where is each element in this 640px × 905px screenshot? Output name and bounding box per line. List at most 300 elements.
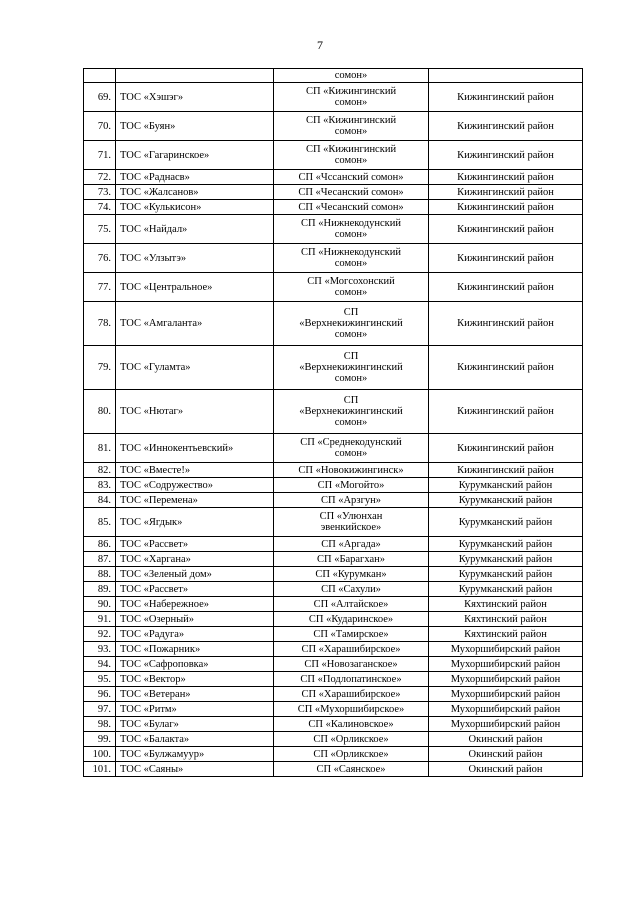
table-body (84, 69, 583, 777)
settlement-name (274, 493, 429, 508)
settlement-name (274, 463, 429, 478)
settlement-name (274, 732, 429, 747)
tos-name-text: ТОС «Амгаланта» (120, 318, 203, 329)
settlement-name-text: СП «Новозаганское» (304, 658, 398, 670)
table-row (84, 390, 583, 434)
settlement-name (274, 717, 429, 732)
table-row (84, 597, 583, 612)
district-name (429, 582, 583, 597)
tos-name (116, 552, 274, 567)
settlement-name-text: СП «Верхнекижингинский сомон» (299, 351, 403, 384)
tos-name-text: ТОС «Вместе!» (120, 464, 191, 476)
district-name-text: Кижингинский район (457, 91, 554, 103)
tos-name-text: ТОС «Радуга» (120, 628, 185, 640)
tos-name-text: ТОС «Зеленый дом» (120, 568, 212, 580)
row-number (84, 215, 116, 244)
district-name (429, 390, 583, 434)
row-number-text: 93. (97, 643, 111, 655)
row-number (84, 170, 116, 185)
table-row (84, 200, 583, 215)
district-name-text: Кижингинский район (457, 201, 554, 213)
district-name (429, 762, 583, 777)
settlement-name-text: СП «Калиновское» (308, 718, 394, 730)
tos-name-text: ТОС «Саяны» (120, 763, 184, 775)
district-name (429, 702, 583, 717)
tos-name (116, 112, 274, 141)
settlement-name (274, 69, 429, 83)
settlement-name-text: сомон» (334, 70, 368, 81)
tos-name-text: ТОС «Ритм» (120, 703, 177, 715)
settlement-name (274, 141, 429, 170)
table-row (84, 612, 583, 627)
tos-name (116, 302, 274, 346)
settlement-name-text: СП «Орликское» (313, 733, 389, 745)
row-number (84, 112, 116, 141)
settlement-name-text: СП «Нижнекодунский сомон» (301, 218, 401, 240)
district-name (429, 508, 583, 537)
settlement-name (274, 552, 429, 567)
row-number-text: 82. (97, 464, 111, 476)
district-name-text: Кяхтинский район (464, 598, 547, 610)
row-number-text: 100. (92, 748, 111, 760)
tos-name (116, 627, 274, 642)
district-name-text: Кижингинский район (457, 186, 554, 198)
district-name (429, 493, 583, 508)
tos-name-text: ТОС «Булаг» (120, 718, 179, 730)
settlement-name-text: СП «Кударинское» (308, 613, 394, 625)
row-number (84, 732, 116, 747)
tos-name (116, 642, 274, 657)
settlement-name-text: СП «Могойто» (317, 479, 385, 491)
district-name (429, 717, 583, 732)
row-number (84, 657, 116, 672)
settlement-name-text: СП «Орликское» (313, 748, 389, 760)
settlement-name-text: СП «Улюнхан эвенкийское» (319, 511, 383, 533)
row-number-text: 101. (92, 763, 111, 775)
table-row (84, 717, 583, 732)
tos-name (116, 732, 274, 747)
row-number (84, 302, 116, 346)
row-number-text: 89. (97, 583, 111, 595)
tos-name (116, 747, 274, 762)
district-name-text: Кяхтинский район (464, 628, 547, 640)
table-row (84, 657, 583, 672)
table-row (84, 185, 583, 200)
tos-name-text: ТОС «Найдал» (120, 223, 188, 235)
table-row (84, 69, 583, 83)
tos-name-text: ТОС «Кулькисон» (120, 201, 202, 213)
row-number-text: 81. (97, 442, 111, 454)
tos-name-text: ТОС «Содружество» (120, 479, 214, 491)
tos-name-text: ТОС «Ягдык» (120, 516, 183, 528)
district-name-text: Кижингинский район (457, 223, 554, 235)
district-name-text: Кижингинский район (457, 318, 554, 329)
settlement-name-text: СП «Чссанский сомон» (298, 171, 404, 183)
district-name (429, 463, 583, 478)
row-number-text: 80. (97, 406, 111, 417)
district-name (429, 215, 583, 244)
tos-name (116, 657, 274, 672)
row-number (84, 185, 116, 200)
tos-name-text: ТОС «Улзытэ» (120, 252, 187, 264)
tos-name (116, 687, 274, 702)
settlement-name (274, 657, 429, 672)
settlement-name (274, 302, 429, 346)
district-name (429, 597, 583, 612)
row-number-text: 92. (97, 628, 111, 640)
district-name (429, 141, 583, 170)
row-number-text: 69. (97, 91, 111, 103)
district-name-text: Кяхтинский район (464, 613, 547, 625)
row-number (84, 141, 116, 170)
tos-name (116, 185, 274, 200)
row-number-text: 87. (97, 553, 111, 565)
tos-name (116, 83, 274, 112)
settlement-name-text: СП «Алтайское» (313, 598, 389, 610)
tos-name (116, 141, 274, 170)
row-number-text: 95. (97, 673, 111, 685)
page-number: 7 (317, 38, 323, 52)
tos-name (116, 434, 274, 463)
table-row (84, 83, 583, 112)
tos-name-text: ТОС «Перемена» (120, 494, 198, 506)
district-name (429, 657, 583, 672)
settlement-name (274, 537, 429, 552)
settlement-name-text: СП «Могсохонский сомон» (307, 276, 395, 298)
district-name-text: Кижингинский район (457, 149, 554, 161)
district-name-text: Кижингинский район (457, 362, 554, 373)
district-name (429, 567, 583, 582)
row-number-text: 75. (97, 223, 111, 235)
row-number (84, 627, 116, 642)
district-name-text: Курумканский район (458, 568, 553, 580)
table-row (84, 762, 583, 777)
district-name (429, 747, 583, 762)
settlement-name-text: СП «Барагхан» (316, 553, 385, 565)
row-number (84, 537, 116, 552)
row-number (84, 390, 116, 434)
table-row (84, 687, 583, 702)
tos-name-text: ТОС «Рассвет» (120, 583, 189, 595)
district-name (429, 478, 583, 493)
tos-name-text: ТОС «Булжамуур» (120, 748, 205, 760)
tos-name (116, 390, 274, 434)
district-name (429, 112, 583, 141)
row-number (84, 642, 116, 657)
tos-name (116, 478, 274, 493)
row-number (84, 552, 116, 567)
district-name (429, 69, 583, 83)
table-row (84, 141, 583, 170)
settlement-name-text: СП «Арзгун» (321, 494, 381, 506)
settlement-name (274, 273, 429, 302)
tos-name-text: ТОС «Нютаг» (120, 406, 184, 417)
table-row (84, 508, 583, 537)
settlement-name-text: СП «Кижингинский сомон» (305, 115, 397, 137)
settlement-name (274, 170, 429, 185)
row-number (84, 508, 116, 537)
row-number (84, 83, 116, 112)
settlement-name-text: СП «Среднекодунский сомон» (300, 437, 402, 459)
settlement-name-text: СП «Тамирское» (313, 628, 389, 640)
settlement-name (274, 582, 429, 597)
district-name-text: Курумканский район (458, 553, 553, 565)
table-row (84, 552, 583, 567)
district-name (429, 612, 583, 627)
row-number-text: 86. (97, 538, 111, 550)
tos-name-text: ТОС «Сафроповка» (120, 658, 209, 670)
settlement-name (274, 642, 429, 657)
district-name-text: Мухоршибирский район (450, 718, 561, 730)
table-row (84, 215, 583, 244)
tos-name-text: ТОС «Иннокентьевский» (120, 442, 234, 454)
tos-name (116, 215, 274, 244)
settlement-name (274, 702, 429, 717)
district-name-text: Мухоршибирский район (450, 658, 561, 670)
settlement-name (274, 244, 429, 273)
settlement-name (274, 200, 429, 215)
tos-name (116, 69, 274, 83)
settlement-name (274, 687, 429, 702)
table-row (84, 170, 583, 185)
district-name-text: Курумканский район (458, 538, 553, 550)
row-number (84, 582, 116, 597)
row-number-text: 91. (97, 613, 111, 625)
row-number (84, 702, 116, 717)
tos-name-text: ТОС «Жалсанов» (120, 186, 199, 198)
tos-name (116, 493, 274, 508)
row-number-text: 78. (97, 318, 111, 329)
tos-name (116, 508, 274, 537)
district-name (429, 627, 583, 642)
table-row (84, 302, 583, 346)
district-name (429, 200, 583, 215)
settlement-name-text: СП «Саянское» (316, 763, 386, 775)
table-row (84, 732, 583, 747)
settlement-name-text: СП «Аргада» (321, 538, 381, 550)
settlement-name-text: СП «Кижингинский сомон» (305, 144, 397, 166)
settlement-name (274, 597, 429, 612)
district-name-text: Кижингинский район (457, 406, 554, 417)
row-number-text: 71. (97, 149, 111, 161)
settlement-name (274, 434, 429, 463)
settlement-name-text: СП «Нижнекодунский сомон» (301, 247, 401, 269)
district-name-text: Кижингинский район (457, 442, 554, 454)
district-name-text: Кижингинский район (457, 252, 554, 264)
row-number (84, 747, 116, 762)
tos-name (116, 244, 274, 273)
row-number (84, 244, 116, 273)
district-name-text: Мухоршибирский район (450, 703, 561, 715)
district-name (429, 273, 583, 302)
row-number-text: 97. (97, 703, 111, 715)
district-name-text: Окинский район (468, 748, 543, 760)
settlement-name (274, 390, 429, 434)
district-name (429, 537, 583, 552)
table-row (84, 567, 583, 582)
row-number (84, 672, 116, 687)
table-row (84, 627, 583, 642)
district-name (429, 672, 583, 687)
table-row (84, 112, 583, 141)
settlement-name (274, 762, 429, 777)
settlement-name-text: СП «Верхнекижингинский сомон» (299, 307, 403, 340)
district-name-text: Курумканский район (458, 479, 553, 491)
settlement-name-text: СП «Курумкан» (315, 568, 387, 580)
row-number-text: 84. (97, 494, 111, 506)
row-number (84, 273, 116, 302)
row-number (84, 717, 116, 732)
tos-name-text: ТОС «Хэшэг» (120, 91, 184, 103)
settlement-name (274, 112, 429, 141)
tos-name (116, 537, 274, 552)
settlement-name-text: СП «Мухоршибирское» (297, 703, 405, 715)
tos-name-text: ТОС «Буян» (120, 120, 176, 132)
district-name-text: Кижингинский район (457, 464, 554, 476)
district-name (429, 642, 583, 657)
row-number (84, 687, 116, 702)
tos-name (116, 672, 274, 687)
tos-name-text: ТОС «Ветеран» (120, 688, 191, 700)
row-number-text: 73. (97, 186, 111, 198)
row-number (84, 762, 116, 777)
district-name-text: Мухоршибирский район (450, 688, 561, 700)
row-number (84, 346, 116, 390)
settlement-name-text: СП «Сахули» (321, 583, 381, 595)
table-row (84, 747, 583, 762)
settlement-name (274, 508, 429, 537)
district-name-text: Курумканский район (458, 494, 553, 506)
tos-name-text: ТОС «Озерный» (120, 613, 195, 625)
district-name-text: Кижингинский район (457, 120, 554, 132)
tos-name-text: ТОС «Гуламта» (120, 362, 191, 373)
table-row (84, 642, 583, 657)
row-number-text: 74. (97, 201, 111, 213)
table-row (84, 346, 583, 390)
settlement-name-text: СП «Верхнекижингинский сомон» (299, 395, 403, 428)
settlement-name-text: СП «Харашибирское» (301, 643, 401, 655)
table-row (84, 273, 583, 302)
tos-name-text: ТОС «Балакта» (120, 733, 190, 745)
row-number-text: 99. (97, 733, 111, 745)
district-name (429, 687, 583, 702)
settlement-name (274, 346, 429, 390)
table-row (84, 582, 583, 597)
tos-name (116, 597, 274, 612)
settlement-name (274, 185, 429, 200)
tos-name-text: ТОС «Пожарник» (120, 643, 201, 655)
row-number (84, 493, 116, 508)
row-number-text: 94. (97, 658, 111, 670)
tos-name-text: ТОС «Гагаринское» (120, 149, 210, 161)
tos-name-text: ТОС «Харгана» (120, 553, 191, 565)
row-number-text: 76. (97, 252, 111, 264)
settlement-name-text: СП «Чесанский сомон» (298, 186, 404, 198)
row-number (84, 597, 116, 612)
district-name (429, 83, 583, 112)
settlement-name (274, 747, 429, 762)
settlement-name (274, 567, 429, 582)
district-name (429, 185, 583, 200)
tos-name (116, 762, 274, 777)
settlement-name-text: СП «Чесанский сомон» (298, 201, 404, 213)
district-name-text: Мухоршибирский район (450, 643, 561, 655)
table-row (84, 434, 583, 463)
tos-name (116, 346, 274, 390)
row-number-text: 77. (97, 281, 111, 293)
tos-name (116, 567, 274, 582)
settlement-name (274, 215, 429, 244)
tos-registry-table (83, 68, 583, 777)
settlement-name (274, 672, 429, 687)
district-name (429, 552, 583, 567)
district-name (429, 302, 583, 346)
tos-name (116, 273, 274, 302)
district-name (429, 434, 583, 463)
row-number (84, 200, 116, 215)
tos-name-text: ТОС «Раднасв» (120, 171, 190, 183)
row-number (84, 69, 116, 83)
district-name (429, 244, 583, 273)
row-number-text: 79. (97, 362, 111, 373)
settlement-name-text: СП «Харашибирское» (301, 688, 401, 700)
tos-name (116, 612, 274, 627)
district-name-text: Курумканский район (458, 583, 553, 595)
settlement-name-text: СП «Новокижингинск» (298, 464, 404, 476)
row-number-text: 90. (97, 598, 111, 610)
tos-name (116, 702, 274, 717)
row-number (84, 434, 116, 463)
settlement-name (274, 83, 429, 112)
row-number (84, 612, 116, 627)
table-row (84, 478, 583, 493)
settlement-name (274, 612, 429, 627)
row-number (84, 463, 116, 478)
district-name-text: Кижингинский район (457, 171, 554, 183)
tos-name-text: ТОС «Набережное» (120, 598, 210, 610)
tos-name (116, 170, 274, 185)
settlement-name (274, 627, 429, 642)
row-number-text: 88. (97, 568, 111, 580)
row-number (84, 567, 116, 582)
row-number (84, 478, 116, 493)
row-number-text: 72. (97, 171, 111, 183)
tos-name-text: ТОС «Рассвет» (120, 538, 189, 550)
table-row (84, 244, 583, 273)
tos-name (116, 463, 274, 478)
settlement-name (274, 478, 429, 493)
table-row (84, 537, 583, 552)
tos-name-text: ТОС «Вектор» (120, 673, 186, 685)
table-row (84, 463, 583, 478)
district-name-text: Окинский район (468, 733, 543, 745)
row-number-text: 85. (97, 516, 111, 528)
row-number-text: 70. (97, 120, 111, 132)
district-name (429, 170, 583, 185)
settlement-name-text: СП «Кижингинский сомон» (305, 86, 397, 108)
row-number-text: 96. (97, 688, 111, 700)
tos-name (116, 582, 274, 597)
district-name (429, 732, 583, 747)
tos-name (116, 717, 274, 732)
district-name (429, 346, 583, 390)
tos-name-text: ТОС «Центральное» (120, 281, 213, 293)
district-name-text: Окинский район (468, 763, 543, 775)
district-name-text: Мухоршибирский район (450, 673, 561, 685)
table-row (84, 672, 583, 687)
tos-name (116, 200, 274, 215)
district-name-text: Курумканский район (458, 516, 553, 528)
